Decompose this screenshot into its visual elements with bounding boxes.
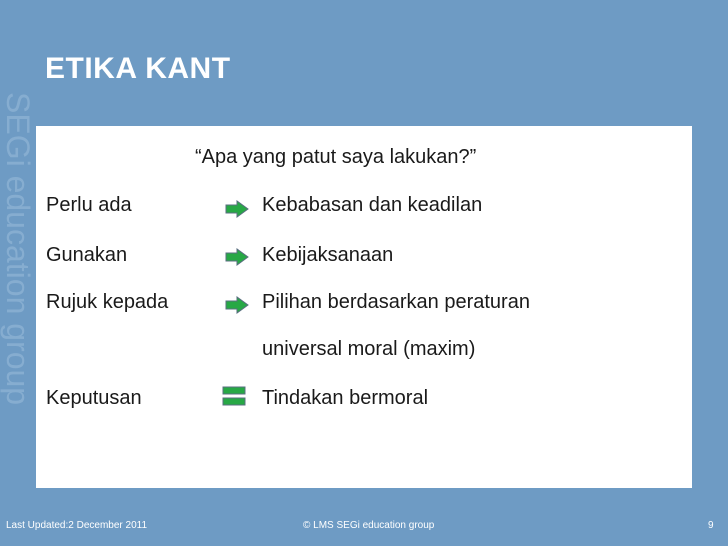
slide-title: ETIKA KANT xyxy=(45,52,231,85)
row-label-rujuk-kepada: Rujuk kepada xyxy=(46,291,169,313)
content-panel xyxy=(36,126,692,488)
watermark-text: SEGi education group xyxy=(0,92,36,406)
footer-page-number: 9 xyxy=(708,520,714,531)
row-label-perlu-ada: Perlu ada xyxy=(46,194,132,216)
row-value-tindakan-bermoral: Tindakan bermoral xyxy=(262,387,429,409)
row-value-kebabasan: Kebabasan dan keadilan xyxy=(262,194,483,216)
row-value-pilihan: Pilihan berdasarkan peraturan xyxy=(262,291,530,313)
equals-icon xyxy=(222,385,246,407)
row-value-universal-moral: universal moral (maxim) xyxy=(262,338,476,360)
row-label-keputusan: Keputusan xyxy=(46,387,142,409)
arrow-right-icon xyxy=(225,296,249,314)
footer-last-updated: Last Updated:2 December 2011 xyxy=(6,520,148,531)
arrow-right-icon xyxy=(225,200,249,218)
arrow-right-icon xyxy=(225,248,249,266)
question-text: “Apa yang patut saya lakukan?” xyxy=(195,146,477,168)
row-label-gunakan: Gunakan xyxy=(46,244,128,266)
footer-copyright: © LMS SEGi education group xyxy=(303,520,435,531)
row-value-kebijaksanaan: Kebijaksanaan xyxy=(262,244,394,266)
